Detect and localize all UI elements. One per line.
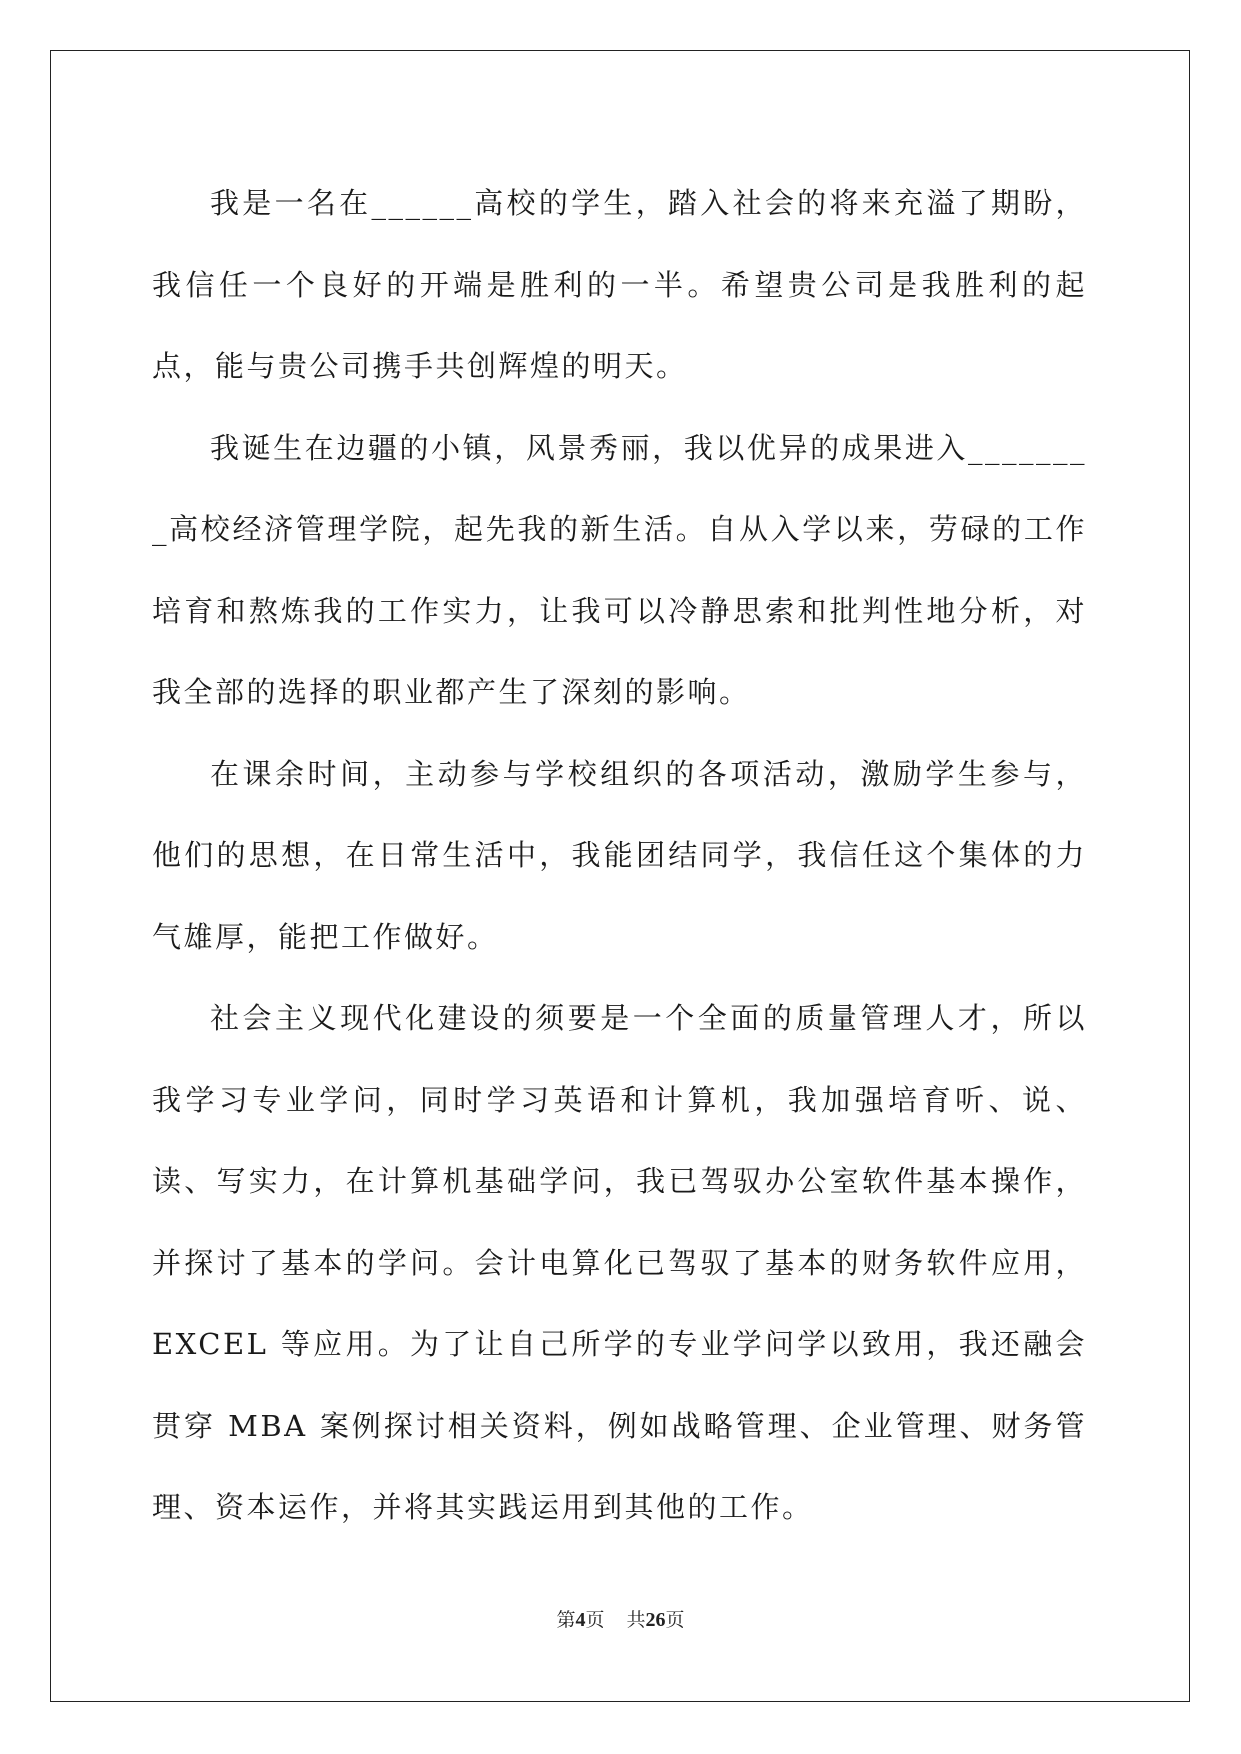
- paragraph-4: 社会主义现代化建设的须要是一个全面的质量管理人才，所以我学习专业学问，同时学习英语和计算机，我加强培育听、说、读、写实力，在计算机基础学问，我已驾驭办公室软件基本操作，并探讨了基本的学问。会计电算化已驾驭了基本的财务软件应用，EXCEL 等应用。为了让自己所学的专业学问学以致用，我还融会贯穿 MBA 案例探讨相关资料，例如战略管理、企业管理、财务管理、资本运作，并将其实践运用到其他的工作。: [152, 1001, 1087, 1524]
- page-suffix: 页: [585, 1609, 605, 1631]
- total-suffix: 页: [665, 1609, 685, 1631]
- page-footer: [0, 1608, 1241, 1632]
- paragraph-1: 我是一名在______高校的学生，踏入社会的将来充溢了期盼，我信任一个良好的开端是胜利的一半。希望贵公司是我胜利的起点，能与贵公司携手共创辉煌的明天。: [152, 186, 1087, 383]
- total-pages: 26: [645, 1609, 666, 1631]
- paragraph-2: 我诞生在边疆的小镇，风景秀丽，我以优异的成果进入________高校经济管理学院，起先我的新生活。自从入学以来，劳碌的工作培育和熬炼我的工作实力，让我可以冷静思索和批判性地分析，对我全部的选择的职业都产生了深刻的影响。: [152, 430, 1087, 709]
- paragraph-3: 在课余时间，主动参与学校组织的各项活动，激励学生参与，他们的思想，在日常生活中，我能团结同学，我信任这个集体的力气雄厚，能把工作做好。: [152, 756, 1087, 954]
- total-prefix: 共: [626, 1609, 646, 1631]
- page-prefix: 第: [556, 1609, 576, 1631]
- document-body: [152, 163, 1087, 1549]
- page-number: 4: [575, 1609, 586, 1631]
